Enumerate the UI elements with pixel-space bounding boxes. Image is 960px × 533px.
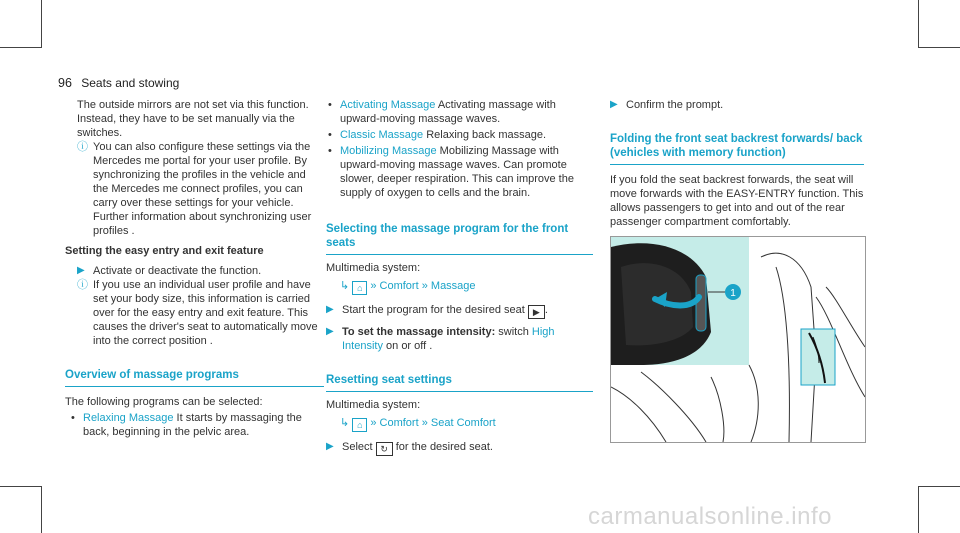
program-name: Classic Massage [340, 129, 424, 141]
crop-mark [918, 0, 919, 48]
section-heading: Resetting seat settings [326, 373, 593, 392]
menu-path [326, 416, 593, 432]
action-arrow-icon: ▶ [326, 304, 334, 315]
action-step [77, 264, 324, 278]
path-arrow-icon: ↳ [340, 417, 350, 429]
path-item: Massage [430, 280, 476, 292]
step-text: Activate or deactivate the function. [93, 265, 262, 277]
paragraph: Multimedia system: [326, 399, 421, 411]
section-heading: Selecting the massage program for the front seats [326, 222, 593, 255]
seat-illustration [610, 236, 866, 443]
home-icon: ⌂ [352, 418, 367, 432]
program-name: Mobilizing Massage [340, 145, 437, 157]
column-1 [65, 98, 324, 439]
chevron-icon: » [370, 280, 377, 292]
subheading: Setting the easy entry and exit feature [65, 245, 264, 257]
menu-path [326, 279, 593, 295]
action-arrow-icon: ▶ [326, 326, 334, 337]
paragraph: The outside mirrors are not set via this function. Instead, they have to be set manually via the switches. [77, 99, 309, 139]
step-text: on or off . [382, 340, 433, 352]
list-item [326, 144, 593, 200]
crop-mark [918, 486, 960, 487]
section-title: Seats and stowing [81, 76, 180, 90]
action-arrow-icon: ▶ [326, 441, 334, 452]
path-item: Comfort [379, 417, 419, 429]
paragraph: The following programs can be selected: [65, 396, 263, 408]
home-icon: ⌂ [352, 281, 367, 295]
step-text: Confirm the prompt. [626, 99, 724, 111]
crop-mark [918, 486, 919, 533]
action-step [326, 440, 593, 456]
page-number: 96 [58, 76, 72, 90]
seat-drawing [611, 237, 865, 442]
step-text: for the desired seat. [395, 441, 493, 453]
program-desc: Mobilizing Massage with upward-moving massage waves. Can promote slower, deeper respiration. This can improve the supply of oxygen to cells and the brain. [340, 145, 574, 199]
crop-mark [41, 486, 42, 533]
section-heading: Folding the front seat backrest forwards/ back (vehicles with memory function) [610, 132, 864, 165]
program-name: Relaxing Massage [83, 412, 174, 424]
watermark: carmanualsonline.info [588, 503, 832, 530]
crop-mark [41, 0, 42, 48]
step-text: switch [495, 326, 529, 338]
page-header [58, 76, 179, 90]
step-label: To set the massage intensity: [342, 326, 496, 338]
crop-mark [0, 47, 42, 48]
program-desc: It starts by massaging the back, beginning in the pelvic area. [83, 412, 302, 438]
section-heading: Overview of massage programs [65, 368, 324, 387]
action-arrow-icon: ▶ [610, 99, 618, 110]
chevron-icon: » [370, 417, 377, 429]
note-text: If you use an individual user profile and have set your body size, this information is carried over for the easy entry and exit feature. This causes the driver's seat to automatically move into the correct position . [93, 279, 318, 347]
program-desc: Relaxing back massage. [423, 129, 547, 141]
program-desc: Activating massage with upward-moving massage waves. [340, 99, 556, 125]
chevron-icon: » [421, 280, 428, 292]
program-name: Activating Massage [340, 99, 436, 111]
play-icon: ▶ [528, 305, 545, 319]
list-item [326, 98, 593, 126]
option-name: High Intensity [342, 326, 555, 352]
callout-number: 1 [730, 288, 736, 299]
path-item: Comfort [379, 280, 419, 292]
paragraph: Multimedia system: [326, 262, 421, 274]
info-icon: ⓘ [77, 141, 88, 153]
reset-icon: ↻ [376, 442, 393, 456]
info-icon: ⓘ [77, 279, 88, 291]
path-item: Seat Comfort [430, 417, 496, 429]
list-item [326, 128, 593, 142]
column-3 [610, 98, 864, 229]
action-step [326, 325, 593, 353]
action-step: ▶ Start the program for the desired seat ▶ . [326, 304, 548, 317]
step-text: Select [342, 441, 373, 453]
chevron-icon: » [421, 417, 428, 429]
paragraph: If you fold the seat backrest forwards, the seat will move forwards with the EASY-ENTRY function. This allows passengers to get into and out of the rear passenger compartment comfortably. [610, 174, 864, 228]
path-arrow-icon: ↳ [340, 280, 350, 292]
step-text: Start the program for the desired seat [342, 304, 525, 316]
action-step [610, 98, 864, 112]
crop-mark [0, 486, 42, 487]
action-arrow-icon: ▶ [77, 265, 85, 276]
crop-mark [918, 47, 960, 48]
info-note [77, 278, 324, 348]
list-item [69, 411, 324, 439]
note-text: You can also configure these settings via the Mercedes me portal for your user profile. By synchronizing the profiles in the vehicle and the Mercedes me connect profiles, you can carry over these settings for your vehicle. Further information about synchronizing user profiles . [93, 141, 312, 237]
column-2 [326, 98, 593, 456]
info-note [77, 140, 324, 238]
